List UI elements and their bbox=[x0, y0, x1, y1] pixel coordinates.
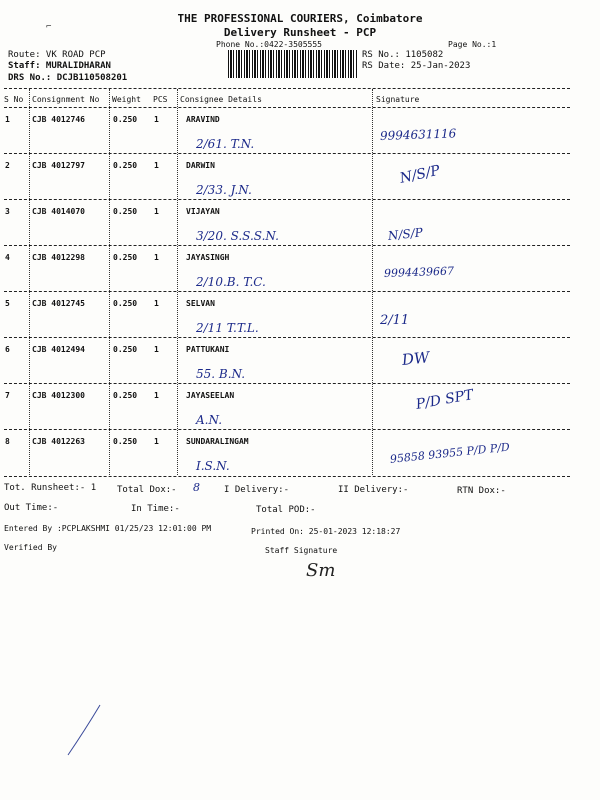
row-separator bbox=[4, 245, 570, 246]
row-separator bbox=[4, 429, 570, 430]
row-consignee-name: DARWIN bbox=[186, 161, 215, 170]
drs-number: DRS No.: DCJB110508201 bbox=[8, 73, 128, 83]
staff-signature-label: Staff Signature bbox=[265, 546, 338, 555]
row-handwritten-signature: 95858 93955 P/D P/D bbox=[389, 440, 511, 466]
row-weight: 0.250 bbox=[113, 207, 138, 216]
row-pcs: 1 bbox=[154, 299, 159, 308]
col-consignee: Consignee Details bbox=[180, 95, 262, 104]
row-weight: 0.250 bbox=[113, 299, 138, 308]
row-pcs: 1 bbox=[154, 161, 159, 170]
row-sno: 7 bbox=[5, 391, 10, 400]
col-sep-2 bbox=[109, 89, 110, 475]
entered-by: Entered By :PCPLAKSHMI 01/25/23 12:01:00 PM bbox=[4, 524, 212, 533]
row-handwritten-signature: N/S/P bbox=[387, 225, 424, 243]
row-sno: 6 bbox=[5, 345, 10, 354]
row-separator bbox=[4, 337, 570, 338]
row-consignee-name: VIJAYAN bbox=[186, 207, 220, 216]
total-runsheet: Tot. Runsheet:- 1 bbox=[4, 483, 97, 493]
page-number: Page No.:1 bbox=[448, 40, 497, 49]
row-handwritten-signature: 2/11 bbox=[380, 313, 410, 328]
row-sno: 8 bbox=[5, 437, 10, 446]
row-separator bbox=[4, 383, 570, 384]
row-sno: 4 bbox=[5, 253, 10, 262]
row-separator bbox=[4, 153, 570, 154]
i-delivery: I Delivery:- bbox=[224, 485, 290, 495]
col-sep-4 bbox=[372, 89, 373, 475]
row-handwritten-address: 2/61. T.N. bbox=[196, 137, 255, 151]
route-label: Route: VK ROAD PCP bbox=[8, 50, 106, 60]
runsheet-subtitle: Delivery Runsheet - PCP bbox=[223, 26, 377, 39]
row-sno: 5 bbox=[5, 299, 10, 308]
pen-stroke-mark bbox=[60, 700, 110, 760]
row-weight: 0.250 bbox=[113, 391, 138, 400]
row-pcs: 1 bbox=[154, 253, 159, 262]
rs-number: RS No.: 1105082 bbox=[362, 50, 444, 60]
row-consignment-no: CJB 4012298 bbox=[32, 253, 85, 262]
company-title: THE PROFESSIONAL COURIERS, Coimbatore bbox=[177, 12, 423, 25]
row-consignee-name: ARAVIND bbox=[186, 115, 220, 124]
in-time: In Time:- bbox=[131, 504, 180, 514]
table-header-rule bbox=[4, 107, 570, 108]
verified-by: Verified By bbox=[4, 543, 57, 552]
row-handwritten-address: I.S.N. bbox=[196, 459, 230, 473]
row-consignee-name: PATTUKANI bbox=[186, 345, 230, 354]
staff-label: Staff: MURALIDHARAN bbox=[8, 61, 111, 71]
row-sno: 2 bbox=[5, 161, 10, 170]
row-handwritten-address: A.N. bbox=[196, 413, 223, 427]
row-consignment-no: CJB 4012300 bbox=[32, 391, 85, 400]
col-sep-3 bbox=[177, 89, 178, 475]
row-pcs: 1 bbox=[154, 437, 159, 446]
row-consignment-no: CJB 4012263 bbox=[32, 437, 85, 446]
row-sno: 1 bbox=[5, 115, 10, 124]
table-top-rule bbox=[4, 88, 570, 89]
row-consignment-no: CJB 4012745 bbox=[32, 299, 85, 308]
row-handwritten-address: 2/33. J.N. bbox=[196, 183, 252, 197]
row-pcs: 1 bbox=[154, 207, 159, 216]
col-consignment: Consignment No bbox=[32, 95, 100, 104]
row-handwritten-signature: N/S/P bbox=[398, 162, 442, 187]
row-handwritten-address: 3/20. S.S.S.N. bbox=[196, 229, 279, 243]
row-handwritten-address: 2/11 T.T.L. bbox=[196, 321, 259, 335]
printed-on: Printed On: 25-01-2023 12:18:27 bbox=[251, 527, 401, 536]
table-bottom-rule bbox=[4, 476, 570, 477]
row-consignee-name: JAYASINGH bbox=[186, 253, 230, 262]
row-weight: 0.250 bbox=[113, 161, 138, 170]
out-time: Out Time:- bbox=[4, 503, 59, 513]
row-pcs: 1 bbox=[154, 345, 159, 354]
row-handwritten-signature: P/D SPT bbox=[414, 387, 475, 413]
row-consignment-no: CJB 4012797 bbox=[32, 161, 85, 170]
row-consignment-no: CJB 4012494 bbox=[32, 345, 85, 354]
row-handwritten-signature: 9994439667 bbox=[383, 264, 455, 280]
row-weight: 0.250 bbox=[113, 253, 138, 262]
row-consignee-name: SUNDARALINGAM bbox=[186, 437, 249, 446]
col-pcs: PCS bbox=[153, 95, 168, 104]
row-handwritten-address: 55. B.N. bbox=[196, 367, 246, 381]
row-pcs: 1 bbox=[154, 115, 159, 124]
row-weight: 0.250 bbox=[113, 437, 138, 446]
row-pcs: 1 bbox=[154, 391, 159, 400]
row-separator bbox=[4, 291, 570, 292]
col-weight: Weight bbox=[112, 95, 141, 104]
row-consignee-name: SELVAN bbox=[186, 299, 215, 308]
rtn-dox: RTN Dox:- bbox=[457, 486, 506, 496]
rs-date: RS Date: 25-Jan-2023 bbox=[362, 61, 471, 71]
phone-number: Phone No.:0422-3505555 bbox=[216, 40, 322, 49]
row-weight: 0.250 bbox=[113, 115, 138, 124]
row-handwritten-address: 2/10.B. T.C. bbox=[196, 275, 266, 289]
staff-signature-hand: Sm bbox=[306, 560, 336, 581]
total-dox-handwritten: 8 bbox=[193, 481, 200, 494]
barcode bbox=[228, 50, 358, 78]
row-separator bbox=[4, 199, 570, 200]
ii-delivery: II Delivery:- bbox=[338, 485, 409, 495]
total-pod: Total POD:- bbox=[256, 505, 316, 515]
col-sep-1 bbox=[29, 89, 30, 475]
total-dox: Total Dox:- bbox=[117, 485, 177, 495]
row-weight: 0.250 bbox=[113, 345, 138, 354]
col-signature: Signature bbox=[376, 95, 420, 104]
col-sno: S No bbox=[4, 95, 24, 104]
row-sno: 3 bbox=[5, 207, 10, 216]
row-consignment-no: CJB 4014070 bbox=[32, 207, 85, 216]
row-consignee-name: JAYASEELAN bbox=[186, 391, 235, 400]
row-handwritten-signature: 9994631116 bbox=[379, 126, 457, 143]
row-handwritten-signature: DW bbox=[401, 348, 431, 369]
hole-punch-mark: ⌐ bbox=[46, 22, 52, 32]
row-consignment-no: CJB 4012746 bbox=[32, 115, 85, 124]
